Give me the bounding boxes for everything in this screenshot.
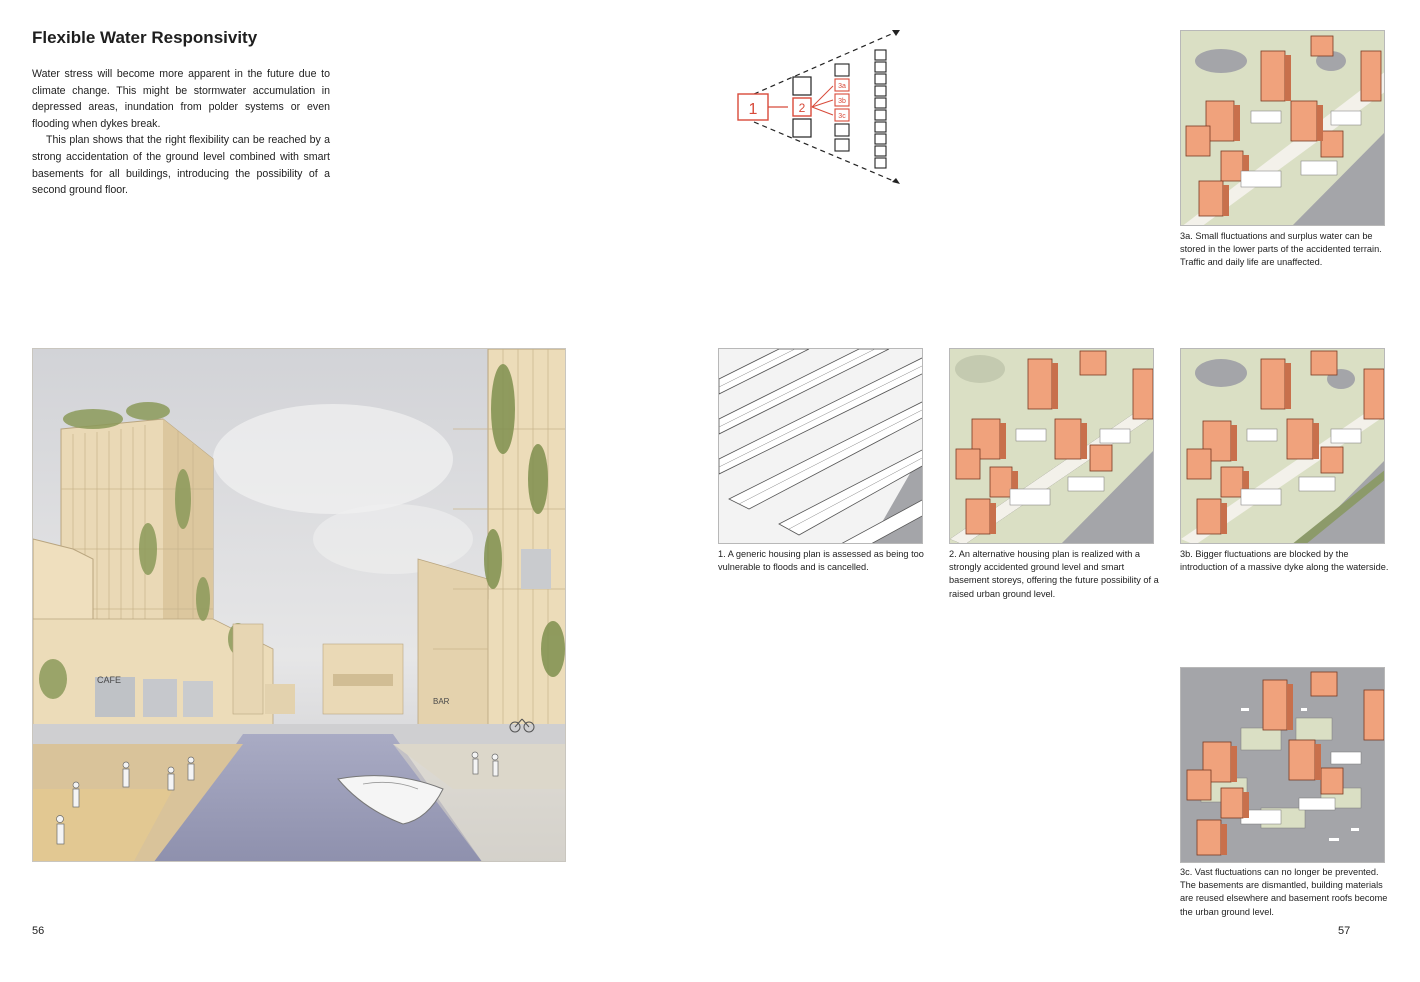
page-number-right: 57 [1338, 925, 1351, 937]
diagram-node-3c: 3c [838, 113, 846, 120]
panel-1-illustration [718, 348, 923, 544]
panel-3a-caption: 3a. Small fluctuations and surplus water can be stored in the lower parts of the accidented terrain. Traffic and daily life are unaffected. [1180, 231, 1382, 268]
panel-1-caption: 1. A generic housing plan is assessed as being too vulnerable to floods and is cancelled. [718, 549, 924, 573]
page-number-left: 56 [32, 925, 45, 937]
diagram-node-1: 1 [748, 101, 758, 118]
canal-street-illustration [32, 348, 566, 862]
panel-3c-caption: 3c. Vast fluctuations can no longer be prevented. The basements are dismantled, building materials are reused elsewhere and basement roofs become the urban ground level. [1180, 867, 1388, 917]
panel-3b-caption: 3b. Bigger fluctuations are blocked by the introduction of a massive dyke along the waterside. [1180, 549, 1389, 573]
scenario-branch-diagram [732, 24, 912, 194]
panel-3a-illustration [1180, 30, 1385, 226]
diagram-node-3a: 3a [838, 83, 846, 90]
panel-2-caption: 2. An alternative housing plan is realized with a strongly accidented ground level and smart basement storeys, offering the future possibility of a raised urban ground level. [949, 549, 1159, 599]
cafe-sign: CAFE [97, 675, 122, 685]
intro-text [32, 66, 330, 199]
diagram-node-2: 2 [798, 101, 806, 115]
intro-paragraph-1: Water stress will become more apparent in the future due to climate change. This might be stormwater accumulation in depressed areas, inundation from polder systems or even flooding when dykes break. [32, 68, 330, 130]
intro-paragraph-2: This plan shows that the right flexibility can be reached by a strong accidentation of the ground level combined with smart basements for all buildings, introducing the possibility of a second ground floor. [32, 134, 330, 197]
scenario-diagram-svg [732, 24, 912, 194]
diagram-node-3b: 3b [838, 98, 846, 105]
panel-3c-illustration [1180, 667, 1385, 863]
bar-sign: BAR [433, 697, 450, 706]
panel-3b-illustration [1180, 348, 1385, 544]
canal-render-svg [33, 349, 566, 862]
panel-2-illustration [949, 348, 1154, 544]
page-title: Flexible Water Responsivity [32, 28, 258, 47]
